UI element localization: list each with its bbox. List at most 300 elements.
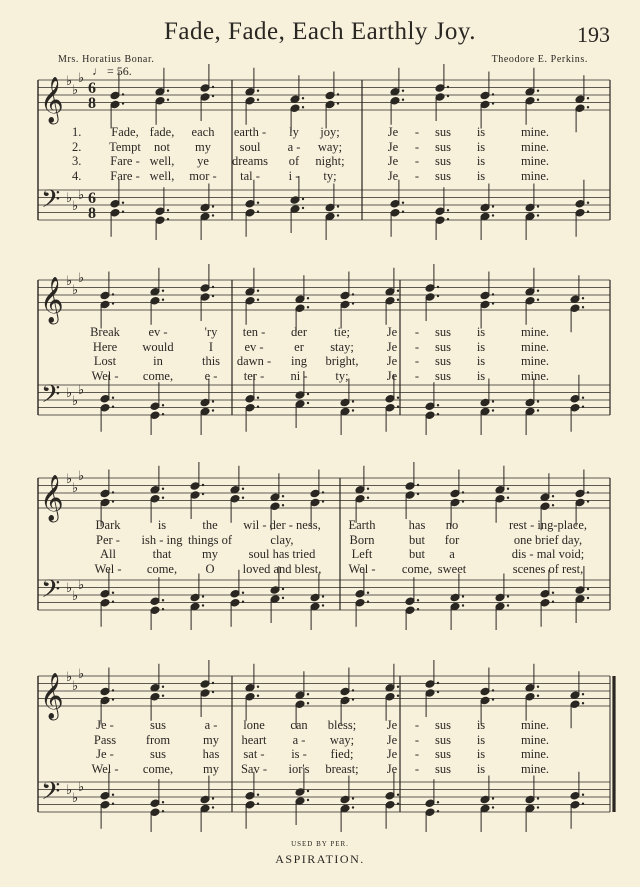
dot bbox=[112, 397, 114, 399]
dot bbox=[257, 406, 259, 408]
dot bbox=[257, 803, 259, 805]
lyric-syllable: the bbox=[202, 518, 218, 532]
lyric-syllable: - bbox=[414, 168, 420, 183]
dot bbox=[582, 306, 584, 308]
dot bbox=[437, 682, 439, 684]
lyric-syllable: der bbox=[291, 325, 307, 339]
dot bbox=[397, 290, 399, 292]
dot bbox=[352, 689, 354, 691]
time-signature: 6 bbox=[88, 190, 96, 207]
dot bbox=[437, 801, 439, 803]
lyric-syllable: sus bbox=[435, 125, 451, 139]
lyric-syllable: - bbox=[414, 732, 420, 747]
lyric-syllable: soul has tried bbox=[248, 547, 316, 561]
lyric-syllable: well, bbox=[149, 168, 175, 183]
flat-sign-icon: ♭ bbox=[66, 472, 73, 487]
flat-sign-icon: ♭ bbox=[78, 271, 85, 286]
dot bbox=[212, 806, 214, 808]
lyric-syllable: Break bbox=[90, 325, 120, 339]
dot bbox=[587, 597, 589, 599]
lyric-syllable: is bbox=[476, 354, 486, 368]
dot bbox=[307, 702, 309, 704]
dot bbox=[302, 97, 304, 99]
lyric-syllable: ly bbox=[289, 125, 299, 139]
dot bbox=[437, 286, 439, 288]
lyric-syllable: ing bbox=[291, 354, 307, 368]
verse-line bbox=[0, 325, 640, 339]
dot bbox=[112, 406, 114, 408]
dot bbox=[587, 106, 589, 108]
lyric-syllable: fied; bbox=[330, 747, 354, 761]
lyric-syllable: night; bbox=[315, 154, 345, 168]
verse-number: 3. bbox=[72, 154, 82, 168]
lyric-syllable: sus bbox=[435, 168, 451, 183]
dot bbox=[582, 397, 584, 399]
lyric-syllable: e - bbox=[204, 368, 218, 383]
dot bbox=[202, 484, 204, 486]
dot bbox=[492, 302, 494, 304]
lyric-syllable: sus bbox=[150, 747, 166, 761]
lyric-syllable: rest - ing-place, bbox=[508, 518, 588, 532]
lyric-syllable: - bbox=[414, 354, 420, 368]
dot bbox=[552, 601, 554, 603]
lyric-syllable: sus bbox=[435, 154, 451, 168]
lyric-syllable: Lost bbox=[93, 354, 117, 368]
flat-sign-icon: ♭ bbox=[72, 679, 79, 694]
lyric-syllable: mine. bbox=[520, 718, 550, 732]
lyric-syllable: Je bbox=[386, 732, 398, 747]
dot bbox=[162, 599, 164, 601]
lyric-syllable: is bbox=[476, 718, 486, 732]
lyric-syllable: Je bbox=[387, 154, 399, 168]
flat-sign-icon: ♭ bbox=[72, 481, 79, 496]
dot bbox=[162, 810, 164, 812]
dot bbox=[552, 592, 554, 594]
dot bbox=[582, 794, 584, 796]
lyric-syllable: a - bbox=[292, 732, 306, 747]
lyric-syllable: but bbox=[409, 532, 425, 547]
lyric-syllable: has bbox=[202, 747, 220, 761]
lyric-syllable: dreams bbox=[231, 154, 269, 168]
dot bbox=[112, 698, 114, 700]
dot bbox=[257, 397, 259, 399]
flat-sign-icon: ♭ bbox=[72, 199, 79, 214]
flat-sign-icon: ♭ bbox=[66, 74, 73, 89]
treble-clef-icon: 𝄞 bbox=[40, 673, 64, 719]
dot bbox=[162, 299, 164, 301]
lyric-syllable: my bbox=[202, 547, 218, 561]
page-number: 193 bbox=[577, 22, 610, 47]
lyric-syllable: mine. bbox=[520, 732, 550, 747]
dot bbox=[367, 497, 369, 499]
lyric-syllable: sus bbox=[150, 718, 166, 732]
dot bbox=[417, 608, 419, 610]
dot bbox=[552, 495, 554, 497]
dot bbox=[417, 599, 419, 601]
lyric-syllable: bless; bbox=[327, 718, 357, 732]
dot bbox=[257, 290, 259, 292]
dot bbox=[582, 803, 584, 805]
lyric-syllable: mine. bbox=[520, 761, 550, 776]
dot bbox=[367, 488, 369, 490]
flat-sign-icon: ♭ bbox=[72, 791, 79, 806]
dot bbox=[212, 286, 214, 288]
lyric-syllable: dawn - bbox=[236, 354, 272, 368]
lyric-syllable: Je - bbox=[96, 718, 114, 732]
dot bbox=[537, 290, 539, 292]
lyric-syllable: dis - mal void; bbox=[511, 547, 585, 561]
lyric-syllable: is bbox=[476, 168, 486, 183]
lyric-syllable: 'ry bbox=[204, 325, 218, 339]
dot bbox=[257, 202, 259, 204]
dot bbox=[307, 693, 309, 695]
dot bbox=[212, 400, 214, 402]
tempo-marking: ♩ = 56. bbox=[92, 64, 132, 78]
lyric-syllable: of bbox=[288, 154, 300, 168]
dot bbox=[447, 218, 449, 220]
dot bbox=[352, 293, 354, 295]
dot bbox=[462, 595, 464, 597]
dot bbox=[447, 209, 449, 211]
dot bbox=[167, 209, 169, 211]
dot bbox=[582, 702, 584, 704]
dot bbox=[437, 404, 439, 406]
treble-clef-icon: 𝄞 bbox=[40, 77, 64, 123]
bass-staff bbox=[38, 176, 610, 240]
lyric-syllable: stay; bbox=[330, 339, 354, 354]
treble-clef-icon: 𝄞 bbox=[40, 277, 64, 323]
lyric-syllable: - bbox=[414, 325, 420, 339]
treble-staff bbox=[38, 264, 610, 332]
verse-number: 1. bbox=[72, 125, 82, 139]
lyric-syllable: is bbox=[476, 761, 486, 776]
dot bbox=[492, 400, 494, 402]
dot bbox=[112, 302, 114, 304]
dot bbox=[212, 691, 214, 693]
dot bbox=[437, 691, 439, 693]
lyric-syllable: - bbox=[414, 718, 420, 732]
dot bbox=[242, 601, 244, 603]
lyric-syllable: O bbox=[205, 561, 215, 576]
verse-line bbox=[0, 718, 640, 732]
dot bbox=[492, 214, 494, 216]
dot bbox=[447, 95, 449, 97]
lyric-syllable: soul bbox=[239, 139, 261, 154]
lyric-syllable: my bbox=[203, 761, 219, 776]
dot bbox=[537, 797, 539, 799]
lyric-syllable: is - bbox=[291, 747, 307, 761]
verse-line bbox=[0, 547, 640, 561]
dot bbox=[537, 400, 539, 402]
lyric-syllable: Here bbox=[92, 339, 118, 354]
dot bbox=[397, 299, 399, 301]
lyric-syllable: sus bbox=[435, 339, 451, 354]
dot bbox=[202, 595, 204, 597]
lyric-syllable: wil - der - ness, bbox=[243, 518, 321, 532]
dot bbox=[242, 592, 244, 594]
lyric-syllable: ten - bbox=[242, 325, 266, 339]
dot bbox=[582, 406, 584, 408]
dot bbox=[537, 205, 539, 207]
dot bbox=[112, 293, 114, 295]
lyric-syllable: Je - bbox=[96, 747, 114, 761]
dot bbox=[367, 592, 369, 594]
time-signature: 8 bbox=[88, 205, 96, 222]
dot bbox=[322, 500, 324, 502]
lyric-syllable: mor - bbox=[189, 168, 217, 183]
lyric-syllable: would bbox=[142, 339, 174, 354]
verse-line bbox=[0, 533, 640, 547]
dot bbox=[507, 595, 509, 597]
lyric-syllable: joy; bbox=[320, 125, 340, 139]
dot bbox=[282, 597, 284, 599]
dot bbox=[537, 299, 539, 301]
used-by-note: USED BY PER. bbox=[291, 840, 349, 848]
lyric-syllable: - bbox=[414, 125, 420, 139]
verse-line bbox=[0, 340, 640, 354]
dot bbox=[112, 689, 114, 691]
flat-sign-icon: ♭ bbox=[78, 780, 85, 795]
lyric-syllable: Je bbox=[386, 747, 398, 761]
dot bbox=[587, 588, 589, 590]
lyric-syllable: Sav - bbox=[240, 761, 268, 776]
flat-sign-icon: ♭ bbox=[78, 667, 85, 682]
lyric-syllable: Per - bbox=[96, 532, 120, 547]
dot bbox=[322, 604, 324, 606]
dot bbox=[122, 211, 124, 213]
dot bbox=[282, 495, 284, 497]
dot bbox=[492, 689, 494, 691]
verse-number: 4. bbox=[72, 168, 82, 183]
lyric-syllable: Fade, bbox=[111, 125, 139, 139]
dot bbox=[212, 797, 214, 799]
lyric-syllable: way; bbox=[329, 732, 355, 747]
dot bbox=[507, 488, 509, 490]
dot bbox=[257, 90, 259, 92]
bass-clef-icon: 𝄢 bbox=[41, 575, 61, 610]
dot bbox=[282, 504, 284, 506]
dot bbox=[582, 297, 584, 299]
dot bbox=[257, 299, 259, 301]
dot bbox=[257, 211, 259, 213]
dot bbox=[242, 497, 244, 499]
dot bbox=[167, 99, 169, 101]
lyric-syllable: sus bbox=[435, 718, 451, 732]
flat-sign-icon: ♭ bbox=[72, 283, 79, 298]
lyric-syllable: come, bbox=[146, 561, 178, 576]
lyric-syllable: ior's bbox=[288, 761, 310, 776]
lyric-syllable: ni - bbox=[290, 368, 308, 383]
bass-clef-icon: 𝄢 bbox=[41, 380, 61, 415]
lyric-syllable: heart bbox=[241, 732, 267, 747]
dot bbox=[337, 205, 339, 207]
dot bbox=[337, 102, 339, 104]
dot bbox=[352, 409, 354, 411]
dot bbox=[537, 806, 539, 808]
lyric-syllable: - bbox=[414, 368, 420, 383]
flat-sign-icon: ♭ bbox=[66, 670, 73, 685]
verse-line bbox=[0, 762, 640, 776]
lyric-syllable: bright, bbox=[325, 354, 359, 368]
dot bbox=[437, 810, 439, 812]
dot bbox=[212, 86, 214, 88]
lyric-syllable: clay, bbox=[270, 532, 294, 547]
dot bbox=[417, 493, 419, 495]
lyric-syllable: Je bbox=[387, 168, 399, 183]
dot bbox=[202, 493, 204, 495]
verse-line bbox=[0, 733, 640, 747]
lyric-syllable: no bbox=[445, 518, 459, 532]
lyric-syllable: but bbox=[409, 547, 425, 561]
lyric-syllable: lone bbox=[243, 718, 265, 732]
dot bbox=[162, 686, 164, 688]
flat-sign-icon: ♭ bbox=[78, 578, 85, 593]
lyric-syllable: Wel - bbox=[348, 561, 376, 576]
dot bbox=[112, 794, 114, 796]
lyric-syllable: come, bbox=[401, 561, 433, 576]
dot bbox=[402, 211, 404, 213]
lyric-syllable: - bbox=[414, 761, 420, 776]
dot bbox=[352, 302, 354, 304]
dot bbox=[462, 604, 464, 606]
lyric-syllable: is bbox=[476, 747, 486, 761]
lyric-syllable: is bbox=[476, 339, 486, 354]
dot bbox=[397, 397, 399, 399]
treble-clef-icon: 𝄞 bbox=[40, 475, 64, 521]
dot bbox=[352, 797, 354, 799]
lyric-syllable: sus bbox=[435, 368, 451, 383]
verse-line bbox=[0, 140, 640, 154]
lyric-syllable: ish - ing bbox=[141, 532, 183, 547]
dot bbox=[582, 693, 584, 695]
dot bbox=[202, 604, 204, 606]
lyric-syllable: - bbox=[414, 747, 420, 761]
bass-staff bbox=[38, 768, 610, 832]
lyric-syllable: - bbox=[414, 339, 420, 354]
dot bbox=[257, 99, 259, 101]
lyric-syllable: Je bbox=[386, 325, 398, 339]
bass-clef-icon: 𝄢 bbox=[41, 185, 61, 220]
lyric-syllable: mine. bbox=[520, 747, 550, 761]
dot bbox=[307, 297, 309, 299]
dot bbox=[537, 90, 539, 92]
dot bbox=[587, 491, 589, 493]
dot bbox=[337, 93, 339, 95]
lyric-syllable: from bbox=[145, 732, 171, 747]
dot bbox=[302, 106, 304, 108]
dot bbox=[587, 211, 589, 213]
lyric-syllable: Wel - bbox=[94, 561, 122, 576]
lyric-syllable: Left bbox=[351, 547, 373, 561]
dot bbox=[112, 803, 114, 805]
dot bbox=[537, 99, 539, 101]
lyric-syllable: mine. bbox=[520, 354, 550, 368]
lyric-syllable: Wel - bbox=[91, 761, 119, 776]
lyric-syllable: mine. bbox=[520, 154, 550, 168]
lyric-syllable: sus bbox=[435, 354, 451, 368]
lyric-syllable: Wel - bbox=[91, 368, 119, 383]
lyric-syllable: one brief day, bbox=[513, 532, 583, 547]
lyric-syllable: sus bbox=[435, 139, 451, 154]
lyric-syllable: mine. bbox=[520, 125, 550, 139]
lyric-syllable: mine. bbox=[520, 368, 550, 383]
lyric-syllable: is bbox=[476, 125, 486, 139]
lyric-syllable: come, bbox=[142, 368, 174, 383]
dot bbox=[307, 799, 309, 801]
lyric-syllable: way; bbox=[317, 139, 343, 154]
lyric-syllable: Earth bbox=[348, 518, 376, 532]
lyric-syllable: Je bbox=[386, 339, 398, 354]
verse-line bbox=[0, 125, 640, 139]
lyric-syllable: a - bbox=[204, 718, 218, 732]
dot bbox=[537, 409, 539, 411]
lyric-syllable: is bbox=[476, 368, 486, 383]
flat-sign-icon: ♭ bbox=[78, 383, 85, 398]
dot bbox=[257, 695, 259, 697]
dot bbox=[462, 491, 464, 493]
flat-sign-icon: ♭ bbox=[66, 783, 73, 798]
dot bbox=[492, 806, 494, 808]
dot bbox=[212, 682, 214, 684]
dot bbox=[397, 695, 399, 697]
lyric-syllable: mine. bbox=[520, 168, 550, 183]
dot bbox=[167, 218, 169, 220]
lyric-syllable: in bbox=[153, 354, 163, 368]
dot bbox=[257, 686, 259, 688]
lyric-syllable: sat - bbox=[243, 747, 265, 761]
lyric-syllable: earth - bbox=[233, 125, 267, 139]
dot bbox=[492, 293, 494, 295]
dot bbox=[282, 588, 284, 590]
lyric-syllable: Fare - bbox=[110, 168, 140, 183]
lyric-syllable: ter - bbox=[243, 368, 265, 383]
dot bbox=[162, 413, 164, 415]
dot bbox=[507, 497, 509, 499]
dot bbox=[447, 86, 449, 88]
lyric-syllable: things of bbox=[187, 532, 233, 547]
dot bbox=[537, 686, 539, 688]
lyric-syllable: my bbox=[195, 139, 211, 154]
dot bbox=[112, 500, 114, 502]
lyric-syllable: breast; bbox=[325, 761, 359, 776]
lyric-syllable: is bbox=[476, 732, 486, 747]
flat-sign-icon: ♭ bbox=[72, 394, 79, 409]
lyricist-credit: Mrs. Horatius Bonar. bbox=[58, 54, 155, 65]
lyric-syllable: for bbox=[444, 532, 460, 547]
lyric-syllable: Fare - bbox=[110, 154, 140, 168]
dot bbox=[402, 99, 404, 101]
lyric-syllable: ye bbox=[197, 154, 209, 168]
dot bbox=[507, 604, 509, 606]
dot bbox=[587, 500, 589, 502]
dot bbox=[307, 790, 309, 792]
dot bbox=[212, 95, 214, 97]
lyric-syllable: mine. bbox=[520, 339, 550, 354]
verse-line bbox=[0, 369, 640, 383]
flat-sign-icon: ♭ bbox=[72, 83, 79, 98]
lyric-syllable: well, bbox=[149, 154, 175, 168]
dot bbox=[552, 504, 554, 506]
flat-sign-icon: ♭ bbox=[66, 581, 73, 596]
lyric-syllable: ty; bbox=[323, 168, 337, 183]
flat-sign-icon: ♭ bbox=[66, 386, 73, 401]
dot bbox=[162, 801, 164, 803]
dot bbox=[492, 409, 494, 411]
dot bbox=[587, 97, 589, 99]
dot bbox=[112, 491, 114, 493]
dot bbox=[112, 592, 114, 594]
dot bbox=[162, 290, 164, 292]
